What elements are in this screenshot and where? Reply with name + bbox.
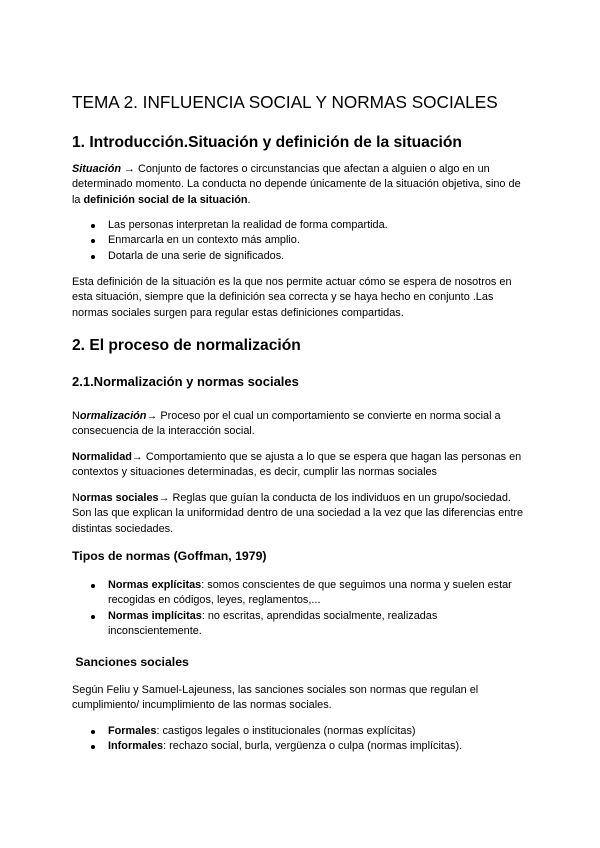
term-informales: Informales — [108, 740, 164, 753]
subsection-heading: 2.1.Normalización y normas sociales — [72, 374, 299, 389]
term-definicion-social: definición social de la situación — [83, 193, 248, 206]
bullet-icon — [91, 224, 95, 228]
term-situacion: Situación — [72, 163, 122, 175]
bullet-icon — [91, 584, 95, 588]
paragraph-normalidad — [72, 450, 528, 481]
list-item-text: : somos conscientes de que seguimos una norma y suelen estar recogidas en códigos, leyes, reglamentos,... — [108, 579, 512, 607]
list-item — [72, 233, 528, 248]
term-implicitas: Normas implícitas — [108, 609, 202, 622]
paragraph-normas-sociales — [72, 491, 528, 537]
paragraph-text: → Conjunto de factores o circunstancias que afectan a alguien o algo en un determinado momento. La conducta no depende únicamente de la situación objetiva, sino de la — [72, 163, 521, 206]
term-initial: N — [72, 410, 80, 422]
heading-sanciones-sociales: Sanciones sociales — [72, 655, 189, 669]
bullet-icon — [91, 745, 95, 749]
list-item-text: : no escritas, aprendidas socialmente, realizadas inconscientemente. — [108, 609, 438, 638]
page-title: TEMA 2. INFLUENCIA SOCIAL Y NORMAS SOCIALES — [72, 92, 498, 112]
paragraph-sanciones: Según Feliu y Samuel-Lajeuness, las sanciones sociales son normas que regulan el cumplimiento/ incumplimiento de las normas sociales. — [72, 684, 479, 712]
term-formales: Formales — [108, 725, 157, 737]
paragraph-text: → Reglas que guían la conducta de los individuos en un grupo/sociedad. Son las que explican la uniformidad dentro de una sociedad a la vez que las diferencias entre distintas sociedades. — [72, 492, 524, 535]
term-normalidad: Normalidad — [72, 451, 132, 463]
term-normalizacion: ormalización — [79, 410, 147, 422]
list-item — [72, 609, 528, 640]
bullet-icon — [91, 239, 95, 243]
paragraph-normalizacion — [72, 409, 528, 440]
paragraph-situacion — [72, 162, 528, 208]
term-initial: N — [72, 492, 80, 504]
list-item — [72, 578, 528, 609]
bullet-list-sanciones — [72, 724, 528, 755]
bullet-icon — [91, 255, 95, 259]
term-normas-sociales: ormas sociales — [79, 492, 159, 504]
paragraph-text: . — [247, 193, 251, 206]
list-item — [72, 249, 528, 264]
list-item-text: : rechazo social, burla, vergüenza o culpa (normas implícitas). — [163, 740, 463, 753]
list-item — [72, 739, 528, 754]
term-explicitas: Normas explícitas — [108, 579, 202, 591]
bullet-list-tipos — [72, 578, 528, 640]
list-item-text: Dotarla de una serie de significados. — [108, 249, 285, 262]
bullet-icon — [91, 730, 95, 734]
list-item-text: : castigos legales o institucionales (normas explícitas) — [156, 725, 416, 737]
bullet-icon — [91, 615, 95, 619]
paragraph-definicion: Esta definición de la situación es la que nos permite actuar cómo se espera de nosotros en esta situación, siempre que la definición sea correcta y se haya hecho en conjunto .Las normas sociales surgen para regular estas definiciones compartidas. — [72, 276, 512, 319]
list-item-text: Las personas interpretan la realidad de forma compartida. — [108, 219, 388, 231]
paragraph-text: → Proceso por el cual un comportamiento se convierte en norma social a consecuencia de la interacción social. — [72, 410, 501, 438]
heading-tipos-de-normas: Tipos de normas (Goffman, 1979) — [72, 549, 267, 563]
list-item — [72, 724, 528, 739]
list-item-text: Enmarcarla en un contexto más amplio. — [108, 234, 300, 247]
bullet-list-situacion — [72, 218, 528, 264]
section-heading-normalizacion: 2. El proceso de normalización — [72, 337, 301, 354]
paragraph-text: → Comportamiento que se ajusta a lo que se espera que hagan las personas en contextos y situaciones determinadas, es decir, cumplir las normas sociales — [72, 451, 522, 479]
section-heading-introduccion: 1. Introducción.Situación y definición de la situación — [72, 134, 462, 151]
list-item — [72, 218, 528, 233]
